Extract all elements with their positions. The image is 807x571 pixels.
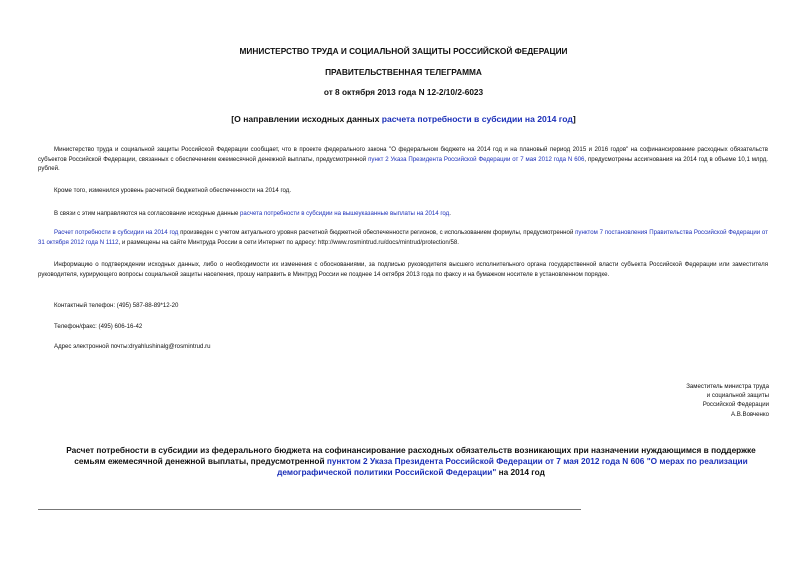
signature-line: Российской Федерации [702,401,769,409]
paragraph-calculation [38,228,768,247]
paragraph-text: произведен с учетом актуального уровня расчетной бюджетной обеспеченности регионов, с использованием формулы, предусмотренной [178,229,576,236]
decree-606-title-link[interactable]: пунктом 2 Указа Президента Российской Федерации от 7 мая 2012 года N 606 "О мерах по реализации демографической политики Российской Федерации" [277,456,748,477]
subject-prefix: [О направлении исходных данных [231,114,382,124]
signature-line: Заместитель министра труда [686,383,769,390]
paragraph-level [38,186,768,196]
subject-link[interactable]: расчета потребности в субсидии на 2014 год [381,114,573,124]
paragraph-text: Адрес электронной почты:dryahlushinalg@rosmintrud.ru [54,343,211,350]
contact-phone [38,301,768,311]
calculation-link[interactable]: расчета потребности в субсидии на вышеуказанные выплаты на 2014 год [240,210,450,217]
paragraph-budget [38,145,768,174]
paragraph-text: , предусмотрены ассигнования на 2014 год в объеме 10,1 млрд. рублей. [38,155,768,172]
signature-line: и социальной защиты [706,392,769,400]
paragraph-text: Информацию о подтверждении исходных данных, либо о необходимости их изменения с обоснованиями, за подписью руководителя высшего исполнительного органа государственной власти субъекта Российской Федерации или заместителя руководителя, курирующего вопросы социальной защиты населения, прошу направить в Минтруд России не позднее 14 октября 2013 года по факсу и на бумажном носителе в установленном порядке. [38,261,768,278]
contact-fax [38,322,768,332]
calculation-title-text: Расчет потребности в субсидии из федерального бюджета на софинансирование расходных обязательств возникающих при назначении нуждающимся в поддержке семьям ежемесячной денежной выплаты, предусмотренной [66,445,756,466]
calculation-title-text: на 2014 год [496,467,545,477]
subject-suffix: ] [572,114,576,124]
paragraph-text: Контактный телефон: (495) 587-88-89*12-20 [54,302,179,309]
doc-type: ПРАВИТЕЛЬСТВЕННАЯ ТЕЛЕГРАММА [325,67,482,77]
paragraph-text: Министерство труда и социальной защиты Российской Федерации сообщает, что в проекте федерального закона "О федеральном бюджете на 2014 год и на плановый период 2015 и 2016 годов" на софинансирование расходных обязательств субъектов Российской Федерации, связанных с обеспечением ежемесячной денежной выплаты, предусмотренной [38,146,768,163]
date-number: от 8 октября 2013 года N 12-2/10/2-6023 [323,87,484,97]
paragraph-approval [38,209,768,219]
contact-email [38,342,768,352]
decree-606-link[interactable]: пункт 2 Указа Президента Российской Федерации от 7 мая 2012 года N 606 [368,155,585,163]
calculation-title [56,445,766,478]
signature-name: А.В.Вовченко [731,410,769,418]
paragraph-text: Кроме того, изменился уровень расчетной бюджетной обеспеченности на 2014 год. [54,187,292,194]
signature-block [686,382,769,419]
paragraph-text: В связи с этим направляются на согласование исходные данные [54,210,241,217]
paragraph-text: , и размещены на сайте Минтруда России в сети Интернет по адресу: http://www.rosmintrud.ru/docs/mintrud/protection/58. [118,238,459,246]
divider-line [38,509,581,510]
paragraph-text: . [449,210,451,217]
subsidy-calc-link[interactable]: Расчет потребности в субсидии на 2014 год [54,229,179,236]
subject-line [0,114,807,124]
paragraph-confirmation [38,260,768,279]
paragraph-text: Телефон/факс: (495) 606-16-42 [54,323,143,330]
resolution-1112-link[interactable]: пунктом 7 постановления Правительства Российской Федерации от 31 октября 2012 года N 1112 [38,229,768,246]
ministry-title: МИНИСТЕРСТВО ТРУДА И СОЦИАЛЬНОЙ ЗАЩИТЫ РОССИЙСКОЙ ФЕДЕРАЦИИ [239,46,568,56]
